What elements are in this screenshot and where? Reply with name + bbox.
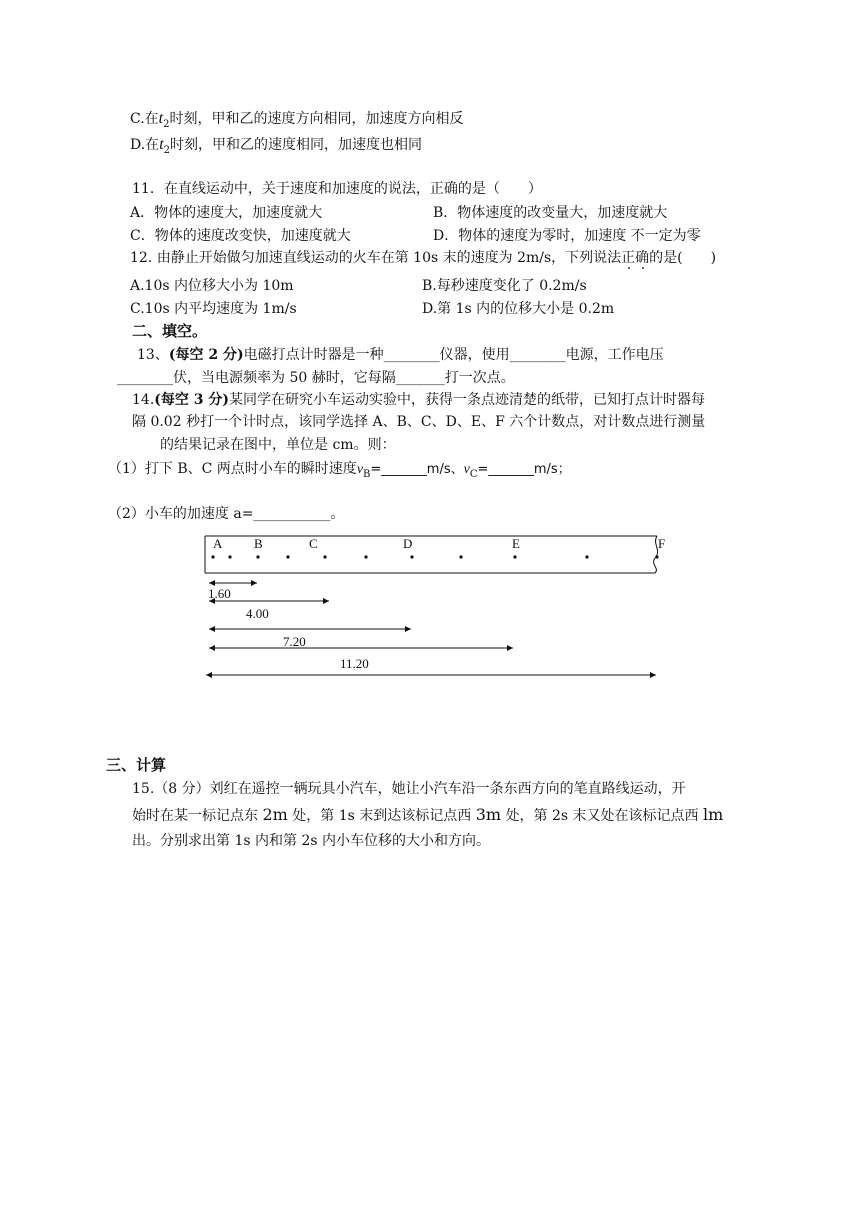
point-label-f: F — [658, 536, 666, 551]
tape-dot — [211, 555, 214, 558]
tape-dot — [459, 555, 462, 558]
option-11b: B．物体速度的改变量大，加速度就大 — [433, 205, 668, 221]
tape-dot — [655, 555, 658, 558]
tape-dot — [513, 555, 516, 558]
option-12d: D.第 1s 内的位移大小是 0.2m — [422, 301, 615, 317]
question-15-line3: 出。分别求出第 1s 内和第 2s 内小车位移的大小和方向。 — [132, 833, 490, 849]
tape-dot — [585, 555, 588, 558]
tape-dot — [228, 555, 231, 558]
point-label-c: C — [309, 536, 318, 551]
tape-dot — [256, 555, 259, 558]
tape-dot — [286, 555, 289, 558]
paper-tape-diagram — [0, 530, 860, 690]
question-15-line2: 始时在某一标记点东 2m 处，第 1s 末到达该标记点西 3m 处，第 2s 末又处在该标记点西 lm — [132, 805, 724, 824]
option-11d: D．物体的速度为零时，加速度 不一定为零 — [433, 228, 701, 244]
tape-torn-edge — [654, 536, 658, 573]
option-12a: A.10s 内位移大小为 10m — [130, 278, 294, 294]
point-label-a: A — [213, 536, 223, 551]
question-14-line1: 14.(每空 3 分)某同学在研究小车运动实验中，获得一条点迹清楚的纸带，已知打点计时器每 — [132, 392, 706, 408]
point-label-b: B — [254, 536, 263, 551]
point-label-d: D — [403, 536, 413, 551]
option-10d: D.在$t_2$时刻，甲和乙的速度相同，加速度也相同 — [130, 136, 423, 156]
option-10c: C.在$t_2$时刻，甲和乙的速度方向相同，加速度方向相反 — [130, 110, 464, 130]
tape-dots — [211, 555, 658, 558]
measure-label-ad: 7.20 — [283, 634, 306, 649]
tape-dot — [323, 555, 326, 558]
option-12b: B.每秒速度变化了 0.2m/s — [422, 278, 587, 294]
measure-label-af: 11.20 — [340, 656, 369, 671]
option-11c: C．物体的速度改变快，加速度就大 — [130, 228, 351, 244]
question-15-line1: 15.（8 分）刘红在遥控一辆玩具小汽车，她让小汽车沿一条东西方向的笔直路线运动，开 — [132, 781, 686, 797]
question-13-line2: ________伏，当电源频率为 50 赫时，它每隔_______打一次点。 — [117, 370, 515, 386]
section-3-title: 三、计算 — [106, 756, 167, 774]
section-2-title: 二、填空。 — [132, 322, 208, 340]
question-14-line2: 隔 0.02 秒打一个计时点，该同学选择 A、B、C、D、E、F 六个计数点，对计数点进行测量 — [132, 414, 706, 430]
point-label-e: E — [512, 536, 520, 551]
question-12-stem: 12. 由静止开始做匀加速直线运动的火车在第 10s 末的速度为 2m/s，下列说法正确的是( ) — [130, 250, 717, 266]
question-14-sub1: （1）打下 B、C 两点时小车的瞬时速度$v_B=\_\_\_\_\_\_\_m/s$、$v_C=\_\_\_\_\_\_\_m/s$； — [108, 461, 571, 480]
measure-label-ab: 1.60 — [208, 586, 231, 601]
question-14-sub2: （2）小车的加速度 a=___________。 — [108, 506, 345, 522]
question-11-stem: 11．在直线运动中，关于速度和加速度的说法，正确的是（ ） — [132, 181, 542, 197]
question-14-line3: 的结果记录在图中，单位是 cm。则： — [160, 437, 396, 453]
tape-dot — [364, 555, 367, 558]
option-11a: A．物体的速度大，加速度就大 — [130, 205, 323, 221]
question-13-line1: 13、(每空 2 分)电磁打点计时器是一种________仪器，使用________电源，工作电压 — [137, 347, 664, 363]
tape-dot — [410, 555, 413, 558]
option-12c: C.10s 内平均速度为 1m/s — [130, 301, 297, 317]
measure-label-ac: 4.00 — [246, 606, 269, 621]
